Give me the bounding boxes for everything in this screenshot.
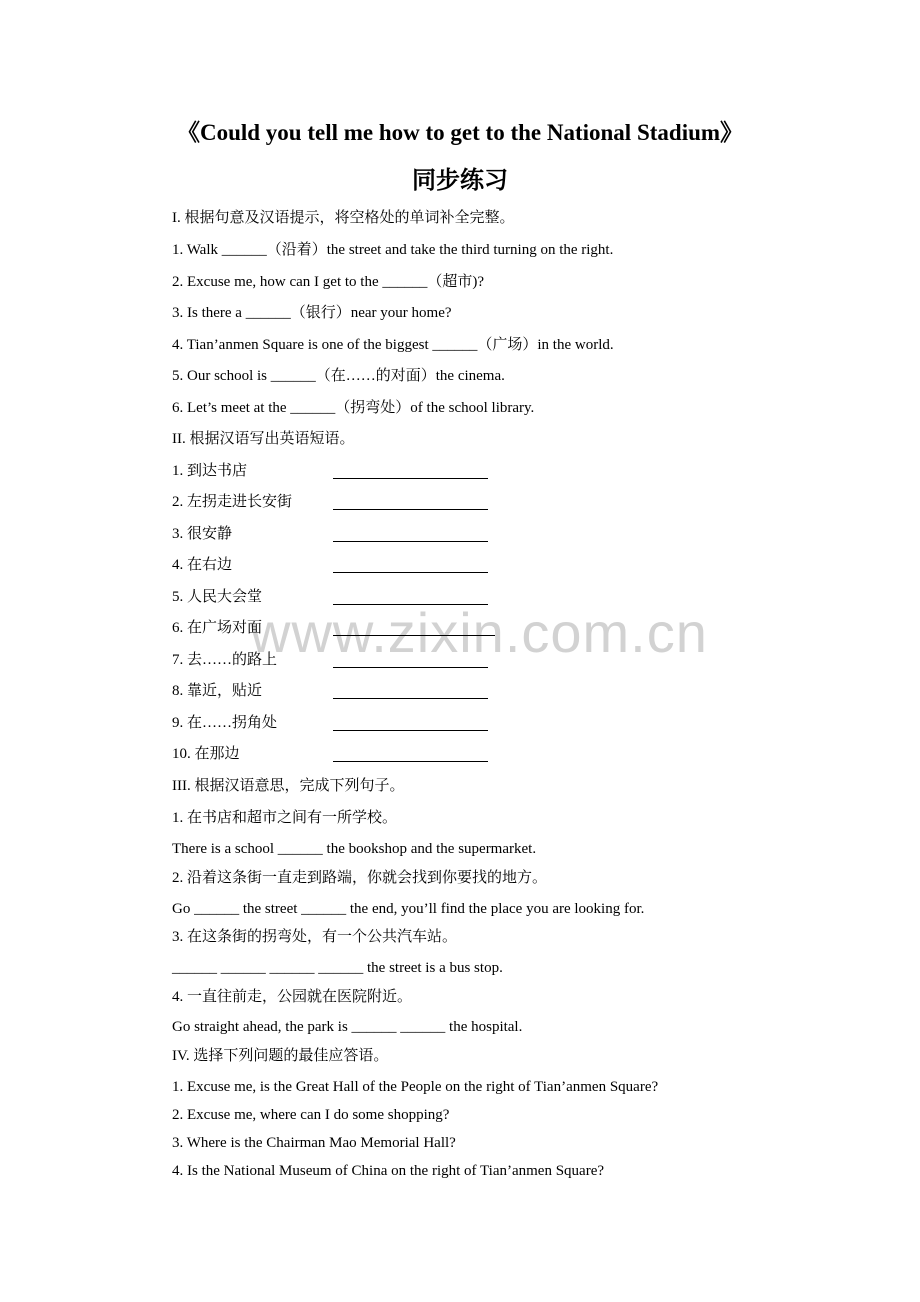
answer-line-3 [333, 541, 488, 542]
answer-line-2 [333, 509, 488, 510]
section-3-item-2-en: Go ______ the street ______ the end, you’ll find the place you are looking for. [172, 901, 645, 917]
answer-line-4 [333, 572, 488, 573]
section-1-heading: I. 根据句意及汉语提示，将空格处的单词补全完整。 [172, 210, 515, 226]
section-3-heading: III. 根据汉语意思，完成下列句子。 [172, 778, 405, 794]
section-3-item-3-en: ______ ______ ______ ______ the street is a bus stop. [172, 960, 503, 976]
section-4-item-2: 2. Excuse me, where can I do some shopping? [172, 1107, 450, 1123]
section-4-item-3: 3. Where is the Chairman Mao Memorial Hall? [172, 1135, 456, 1151]
answer-line-1 [333, 478, 488, 479]
phrase-8: 8. 靠近，贴近 [172, 683, 263, 699]
page-subtitle: 同步练习 [412, 168, 508, 194]
section-3-item-4-cn: 4. 一直往前走，公园就在医院附近。 [172, 989, 413, 1005]
answer-line-6 [333, 635, 495, 636]
section-1-item-1: 1. Walk ______（沿着）the street and take the third turning on the right. [172, 242, 614, 258]
section-3-item-2-cn: 2. 沿着这条街一直走到路端，你就会找到你要找的地方。 [172, 870, 548, 886]
phrase-6: 6. 在广场对面 [172, 620, 263, 636]
answer-line-9 [333, 730, 488, 731]
answer-line-7 [333, 667, 488, 668]
phrase-3: 3. 很安静 [172, 526, 233, 542]
section-4-heading: IV. 选择下列问题的最佳应答语。 [172, 1048, 389, 1064]
section-3-item-4-en: Go straight ahead, the park is ______ ______ the hospital. [172, 1019, 523, 1035]
page-title: 《Could you tell me how to get to the National Stadium》 [176, 120, 744, 145]
phrase-1: 1. 到达书店 [172, 463, 248, 479]
section-2-heading: II. 根据汉语写出英语短语。 [172, 431, 355, 447]
section-3-item-1-cn: 1. 在书店和超市之间有一所学校。 [172, 810, 398, 826]
section-4-item-4: 4. Is the National Museum of China on the right of Tian’anmen Square? [172, 1163, 605, 1179]
section-3-item-3-cn: 3. 在这条街的拐弯处，有一个公共汽车站。 [172, 929, 458, 945]
phrase-2: 2. 左拐走进长安街 [172, 494, 293, 510]
answer-line-8 [333, 698, 488, 699]
watermark: www.zixin.com.cn [250, 601, 708, 664]
answer-line-10 [333, 761, 488, 762]
section-4-item-1: 1. Excuse me, is the Great Hall of the People on the right of Tian’anmen Square? [172, 1079, 659, 1095]
phrase-9: 9. 在……拐角处 [172, 715, 278, 731]
section-1-item-5: 5. Our school is ______（在……的对面）the cinema. [172, 368, 505, 384]
section-1-item-3: 3. Is there a ______（银行）near your home? [172, 305, 452, 321]
section-1-item-4: 4. Tian’anmen Square is one of the biggest ______（广场）in the world. [172, 337, 614, 353]
phrase-4: 4. 在右边 [172, 557, 233, 573]
phrase-5: 5. 人民大会堂 [172, 589, 263, 605]
phrase-10: 10. 在那边 [172, 746, 240, 762]
section-1-item-6: 6. Let’s meet at the ______（拐弯处）of the school library. [172, 400, 535, 416]
phrase-7: 7. 去……的路上 [172, 652, 278, 668]
section-1-item-2: 2. Excuse me, how can I get to the ______（超市)? [172, 274, 485, 290]
answer-line-5 [333, 604, 488, 605]
section-3-item-1-en: There is a school ______ the bookshop and the supermarket. [172, 841, 537, 857]
